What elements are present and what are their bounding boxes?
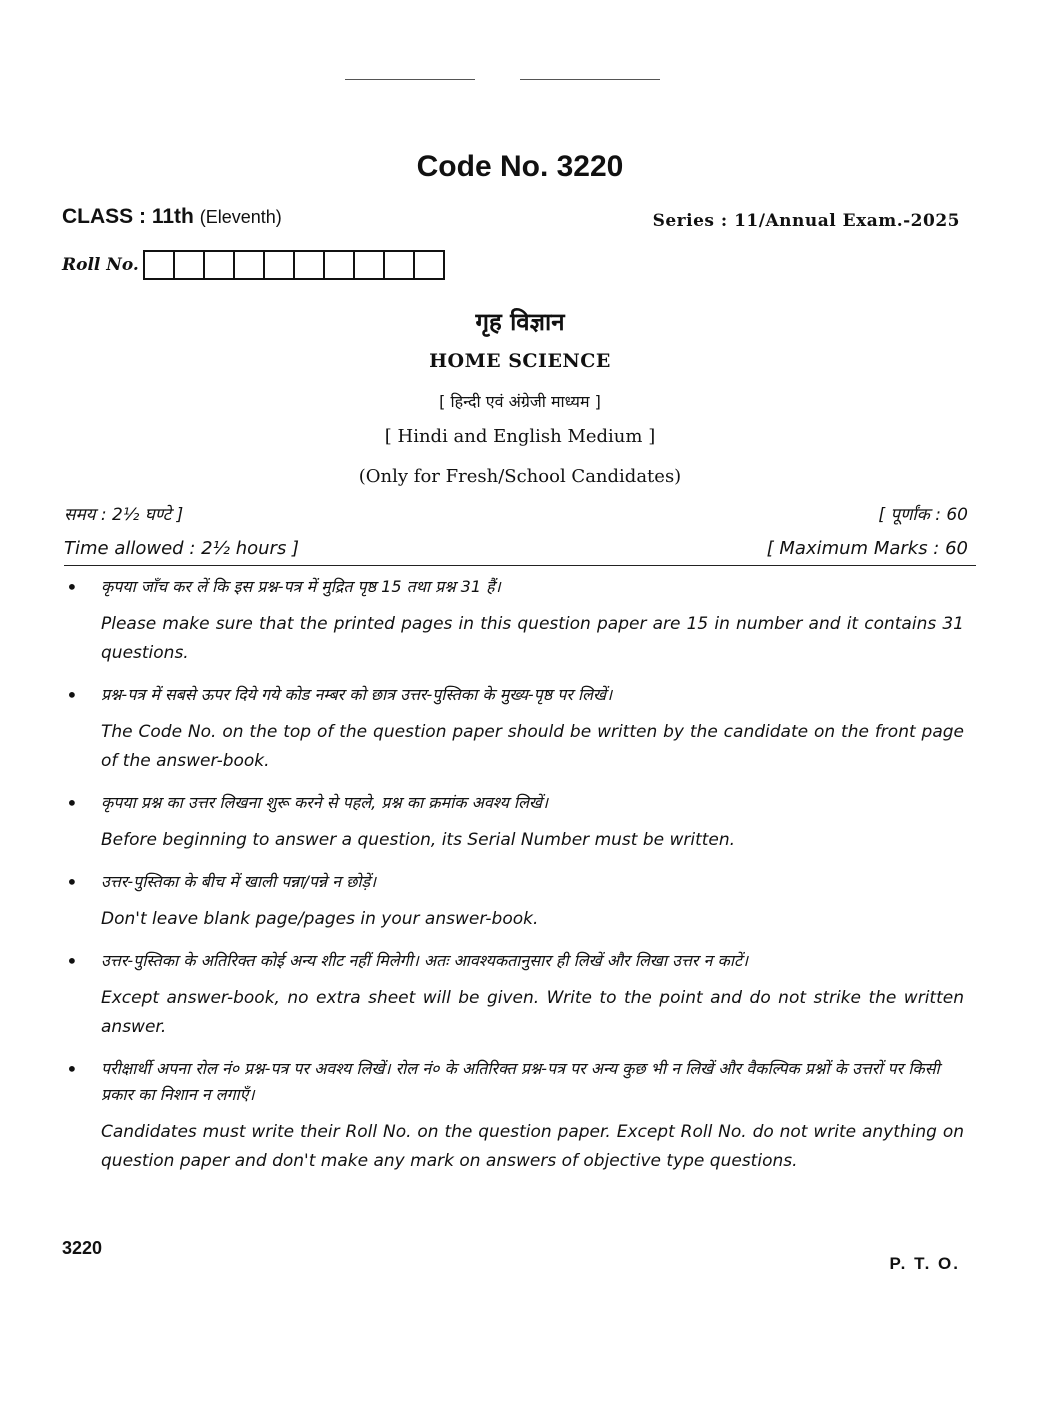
series-label: Series : 11/Annual Exam.-2025	[652, 211, 960, 231]
time-row-english	[64, 538, 968, 559]
time-row-hindi	[64, 502, 968, 525]
roll-digit-box	[323, 250, 355, 280]
subject-title-english: HOME SCIENCE	[429, 350, 611, 372]
class-value: CLASS : 11th	[62, 205, 194, 228]
instruction-item	[64, 1056, 964, 1176]
time-allowed-english: Time allowed : 2½ hours ]	[64, 538, 300, 559]
code-number: Code No. 3220	[416, 150, 624, 183]
footer-code: 3220	[62, 1238, 103, 1258]
class-label	[62, 205, 282, 229]
bullet-icon: •	[66, 949, 78, 973]
roll-digit-box	[353, 250, 385, 280]
top-rule-right	[520, 79, 660, 80]
instruction-item	[64, 869, 964, 934]
roll-digit-box	[203, 250, 235, 280]
top-rule-left	[345, 79, 475, 80]
instruction-item	[64, 682, 964, 776]
bullet-icon: •	[66, 870, 78, 894]
divider-line	[64, 565, 976, 566]
pto-label: P. T. O.	[889, 1254, 960, 1273]
max-marks-english: [ Maximum Marks : 60	[766, 538, 968, 559]
roll-number-field	[62, 250, 445, 280]
instruction-hindi: प्रश्न-पत्र में सबसे ऊपर दिये गये कोड नम्बर को छात्र उत्तर-पुस्तिका के मुख्य-पृष्ठ पर लिखें।	[101, 685, 613, 704]
bullet-icon: •	[66, 683, 78, 707]
instructions-list	[64, 574, 964, 1190]
roll-digit-box	[233, 250, 265, 280]
roll-digit-box	[293, 250, 325, 280]
instruction-hindi: उत्तर-पुस्तिका के बीच में खाली पन्ना/पन्ने न छोड़ें।	[101, 872, 377, 891]
roll-digit-box	[383, 250, 415, 280]
instruction-hindi: कृपया प्रश्न का उत्तर लिखना शुरू करने से पहले, प्रश्न का क्रमांक अवश्य लिखें।	[101, 793, 549, 812]
instruction-item	[64, 790, 964, 855]
medium-hindi: [ हिन्दी एवं अंग्रेजी माध्यम ]	[439, 392, 601, 411]
candidates-note: (Only for Fresh/School Candidates)	[358, 466, 682, 487]
roll-boxes	[145, 250, 445, 280]
subject-title-hindi: गृह विज्ञान	[475, 308, 565, 336]
instruction-item	[64, 948, 964, 1042]
roll-digit-box	[263, 250, 295, 280]
roll-digit-box	[143, 250, 175, 280]
instruction-english: Please make sure that the printed pages in this question paper are 15 in number and it contains 31 questions.	[101, 614, 964, 663]
instruction-english: Before beginning to answer a question, its Serial Number must be written.	[101, 830, 736, 850]
instruction-english: Don't leave blank page/pages in your answer-book.	[101, 909, 539, 929]
instruction-hindi: उत्तर-पुस्तिका के अतिरिक्त कोई अन्य शीट नहीं मिलेगी। अतः आवश्यकतानुसार ही लिखें और लिखा उत्तर न काटें।	[101, 951, 749, 970]
instruction-hindi: परीक्षार्थी अपना रोल नं० प्रश्न-पत्र पर अवश्य लिखें। रोल नं० के अतिरिक्त प्रश्न-पत्र पर अन्य कुछ भी न लिखें और वैकल्पिक प्रश्नों के उत्तरों पर किसी प्रकार का निशान न लगाएँ।	[101, 1059, 940, 1104]
instruction-english: Except answer-book, no extra sheet will be given. Write to the point and do not strike the written answer.	[101, 988, 964, 1037]
bullet-icon: •	[66, 1057, 78, 1081]
roll-label: Roll No.	[62, 255, 139, 275]
max-marks-hindi: [ पूर्णांक : 60	[878, 505, 968, 525]
roll-digit-box	[413, 250, 445, 280]
roll-digit-box	[173, 250, 205, 280]
bullet-icon: •	[66, 575, 78, 599]
class-paren: (Eleventh)	[199, 207, 282, 227]
instruction-hindi: कृपया जाँच कर लें कि इस प्रश्न-पत्र में मुद्रित पृष्ठ 15 तथा प्रश्न 31 हैं।	[101, 577, 501, 596]
medium-english: [ Hindi and English Medium ]	[384, 426, 656, 447]
instruction-item	[64, 574, 964, 668]
time-allowed-hindi: समय : 2½ घण्टे ]	[64, 505, 184, 525]
instruction-english: Candidates must write their Roll No. on the question paper. Except Roll No. do not write anything on question paper and don't make any mark on answers of objective type questions.	[101, 1122, 964, 1171]
bullet-icon: •	[66, 791, 78, 815]
instruction-english: The Code No. on the top of the question paper should be written by the candidate on the front page of the answer-book.	[101, 722, 964, 771]
